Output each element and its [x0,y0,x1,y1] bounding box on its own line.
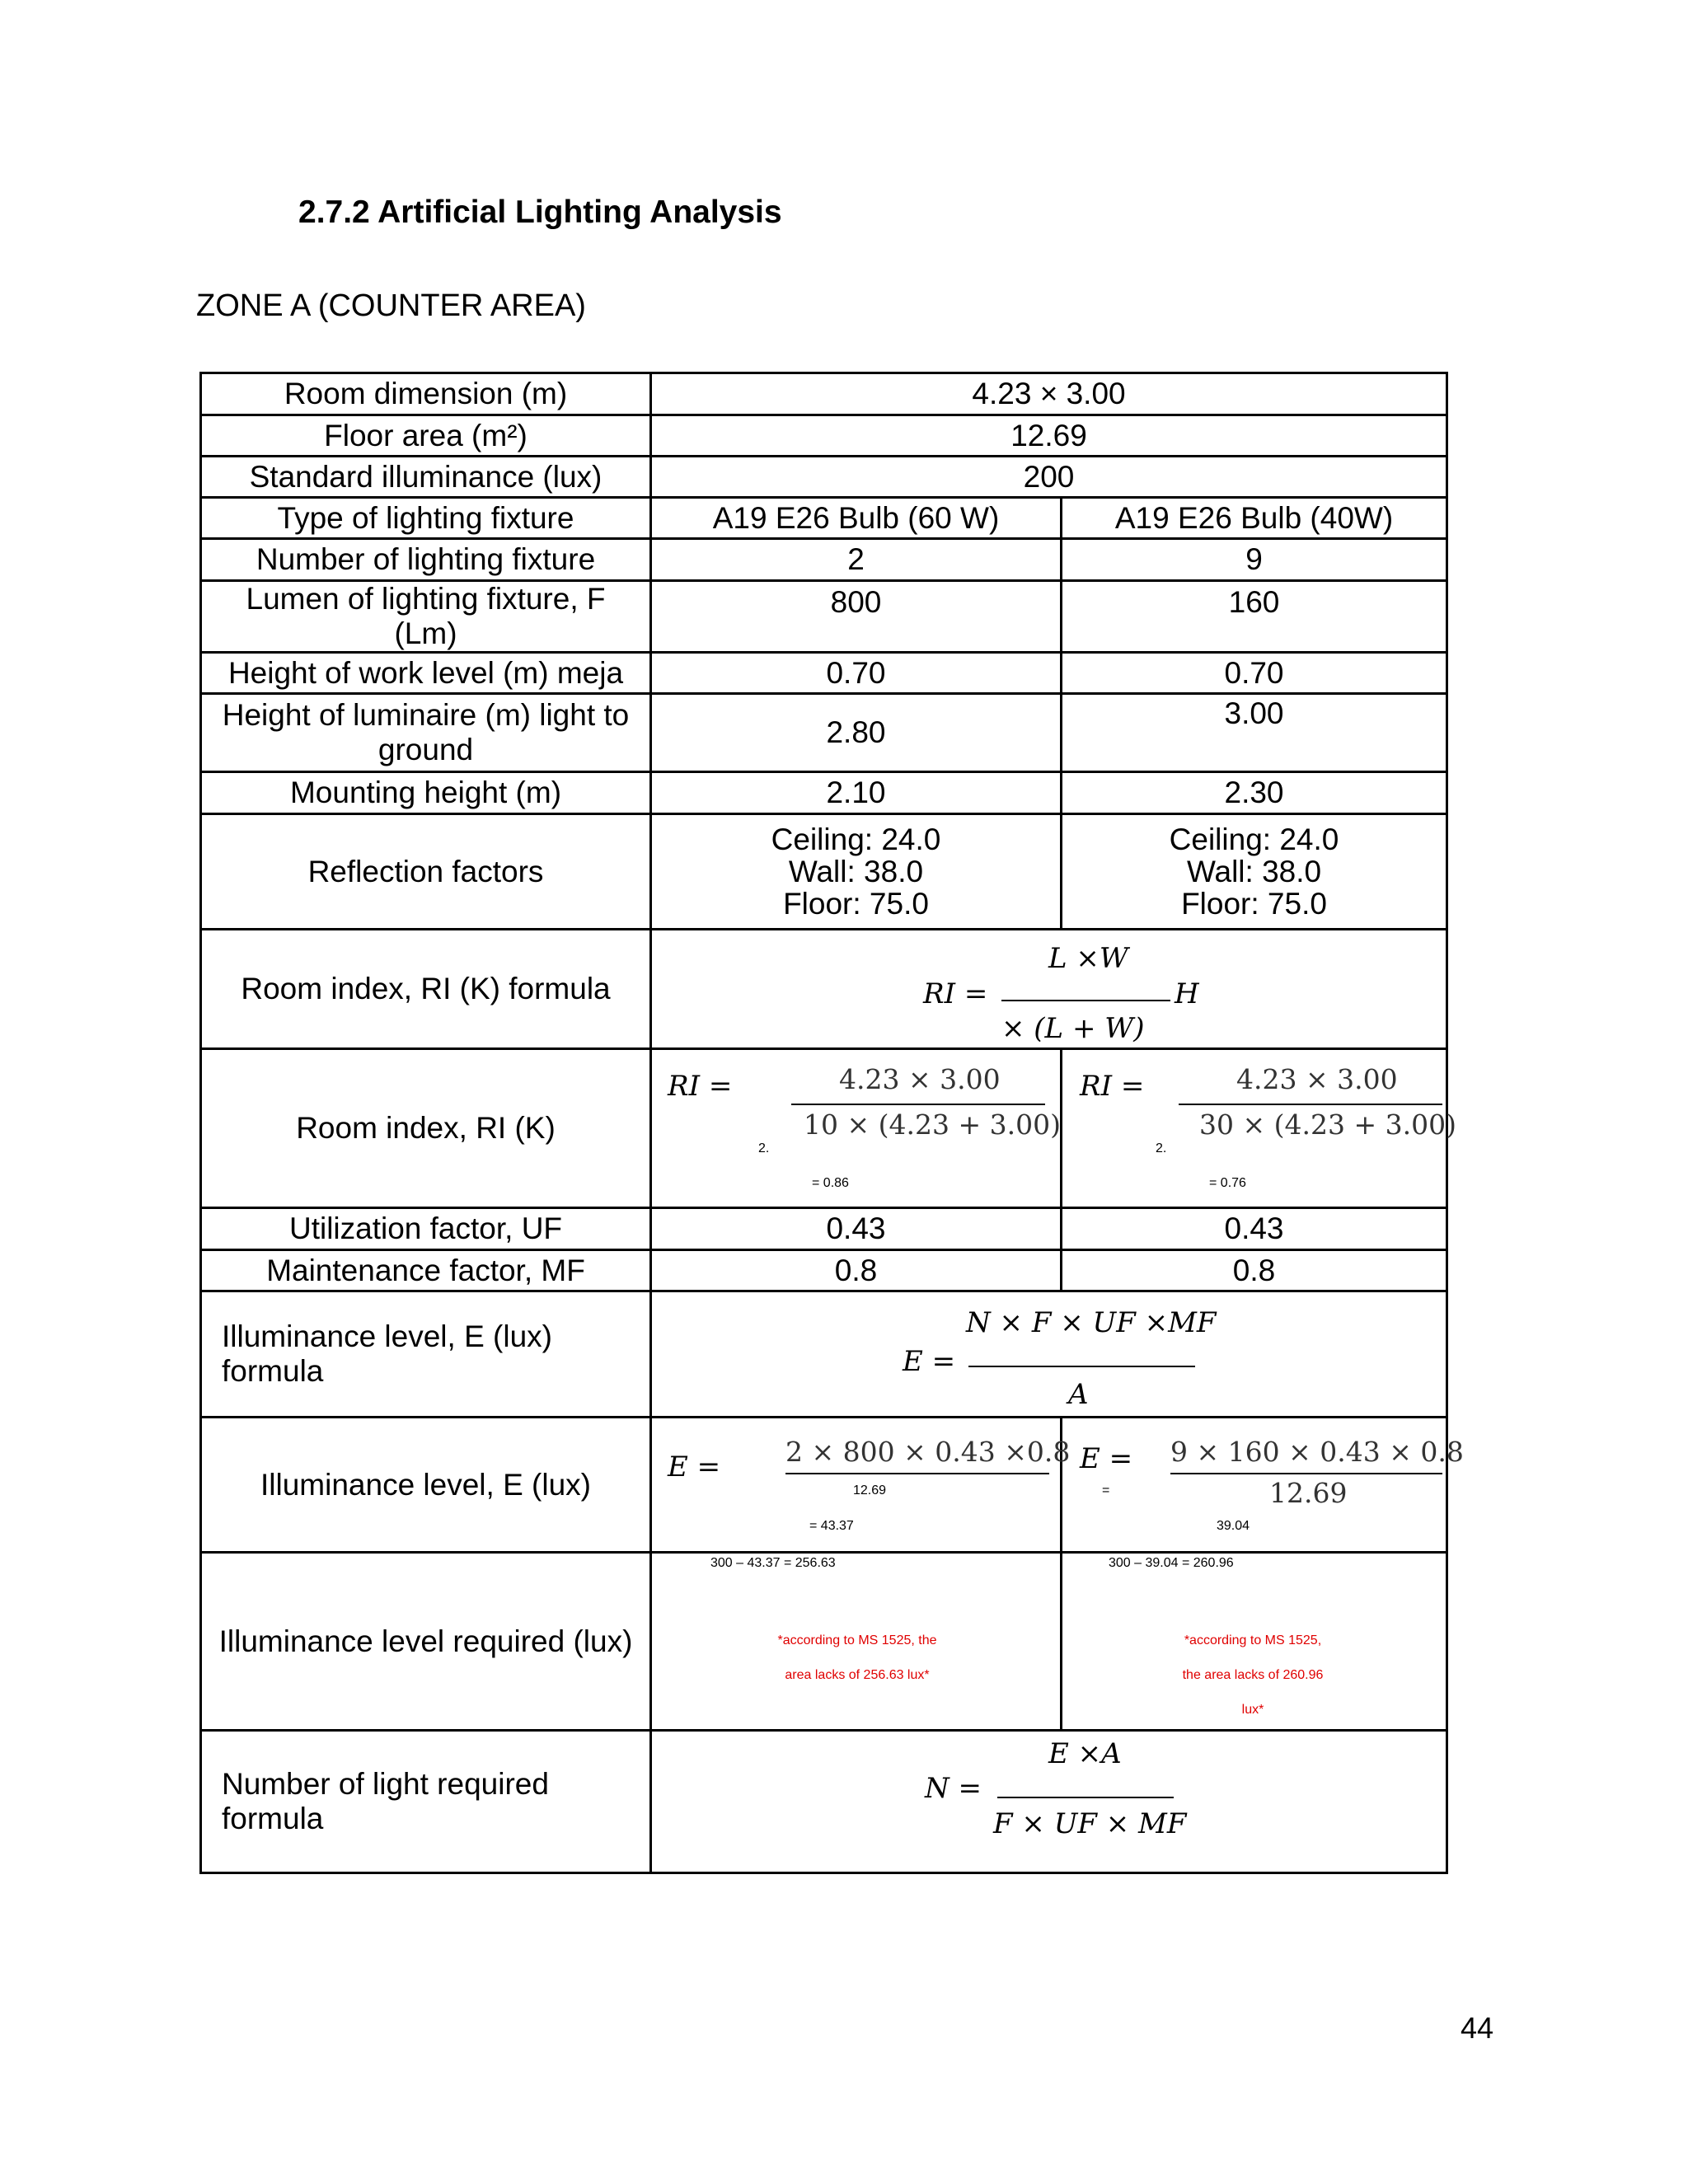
row-reflection [201,814,1447,930]
e-label: Illuminance level, E (lux) [201,1418,651,1553]
ri-b-numerator: 4.23 × 3.00 [1236,1063,1398,1095]
reflection-label: Reflection factors [201,814,651,930]
row-uf [201,1208,1447,1250]
mf-label: Maintenance factor, MF [201,1250,651,1291]
fixture-count-label: Number of lighting fixture [201,539,651,581]
row-fixture-type [201,498,1447,539]
e-b-eq: = [1102,1483,1110,1497]
row-mf [201,1250,1447,1291]
floor-area-value: 12.69 [651,415,1447,457]
e-a-numerator: 2 × 800 × 0.43 ×0.8 [785,1436,1071,1468]
reflection-a-wall: Wall: 38.0 [788,855,924,888]
n-formula-numerator: E ×A [1048,1737,1122,1770]
ri-formula-label: Room index, RI (K) formula [201,930,651,1049]
row-n-formula [201,1731,1447,1873]
fixture-type-a: A19 E26 Bulb (60 W) [651,498,1062,539]
row-luminaire-height [201,694,1447,772]
e-required-label: Illuminance level required (lux) [201,1553,651,1731]
e-a-lhs: E = [668,1451,721,1483]
lumen-label-line2: (Lm) [394,616,457,650]
ri-b-lhs: RI = [1080,1070,1145,1103]
reflection-b-wall: Wall: 38.0 [1186,855,1322,888]
row-floor-area [201,415,1447,457]
e-required-a-calc: 300 – 43.37 = 256.63 [710,1556,836,1570]
luminaire-height-label-line2: ground [377,733,474,766]
e-formula-label-line2: formula [222,1354,324,1388]
ri-b-result: = 0.76 [1209,1176,1246,1190]
row-fixture-count [201,539,1447,581]
e-b-fraction-bar [1170,1473,1442,1474]
uf-b: 0.43 [1062,1208,1447,1250]
ri-formula-fraction-bar [1001,1000,1170,1001]
standard-illuminance-value: 200 [651,457,1447,498]
fixture-type-b: A19 E26 Bulb (40W) [1062,498,1447,539]
e-b-numerator: 9 × 160 × 0.43 × 0.8 [1170,1436,1464,1468]
e-required-b-calc: 300 – 39.04 = 260.96 [1109,1556,1234,1570]
ri-a-numerator: 4.23 × 3.00 [839,1063,1001,1095]
row-mounting-height [201,772,1447,814]
mounting-height-b: 2.30 [1062,772,1447,814]
work-level-b: 0.70 [1062,653,1447,694]
ri-b-fraction-bar [1179,1104,1442,1105]
row-work-level [201,653,1447,694]
mounting-height-a: 2.10 [651,772,1062,814]
e-a-result: = 43.37 [809,1519,854,1533]
row-room-dimension [201,373,1447,415]
fixture-count-a: 2 [651,539,1062,581]
mf-b: 0.8 [1062,1250,1447,1291]
e-formula-label-line1: Illuminance level, E (lux) [222,1319,552,1353]
e-b-denominator: 12.69 [1269,1477,1348,1509]
n-formula-lhs: N = [925,1772,982,1805]
e-formula-lhs: E = [903,1345,956,1378]
e-required-a-note-line1: *according to MS 1525, the [777,1633,937,1647]
zone-title: ZONE A (COUNTER AREA) [196,288,586,323]
e-formula-fraction-bar [968,1366,1195,1367]
reflection-a-ceiling: Ceiling: 24.0 [771,823,941,856]
reflection-b-ceiling: Ceiling: 24.0 [1169,823,1339,856]
reflection-a-floor: Floor: 75.0 [783,887,929,921]
work-level-a: 0.70 [651,653,1062,694]
lumen-label [201,581,651,653]
e-required-a-note-line2: area lacks of 256.63 lux* [785,1668,930,1682]
n-formula-label-line2: formula [222,1802,324,1835]
luminaire-height-a: 2.80 [651,694,1062,772]
e-a-fraction-bar [785,1473,1049,1474]
n-formula-denominator: F × UF × MF [993,1807,1187,1840]
e-b-lhs: E = [1080,1442,1133,1475]
e-required-a-note [646,1624,1068,1693]
ri-formula-denominator: × (L + W) [1001,1012,1145,1045]
row-standard-illuminance [201,457,1447,498]
mounting-height-label: Mounting height (m) [201,772,651,814]
n-formula-fraction-bar [997,1797,1174,1798]
lumen-label-line1: Lumen of lighting fixture, F [246,582,606,616]
ri-a-stray: 2. [758,1141,770,1155]
e-a-denominator: 12.69 [853,1483,887,1497]
luminaire-height-b: 3.00 [1062,694,1447,772]
page-number: 44 [1461,2011,1494,2045]
uf-label: Utilization factor, UF [201,1208,651,1250]
ri-b-denominator: 30 × (4.23 + 3.00) [1199,1108,1456,1141]
e-required-b-note [1063,1624,1442,1727]
reflection-b [1062,814,1447,930]
luminaire-height-label-line1: Height of luminaire (m) light to [222,698,630,732]
fixture-type-label: Type of lighting fixture [201,498,651,539]
lumen-a: 800 [651,581,1062,653]
ri-formula-tail: H [1175,977,1199,1010]
fixture-count-b: 9 [1062,539,1447,581]
room-dimension-label: Room dimension (m) [201,373,651,415]
lumen-b: 160 [1062,581,1447,653]
reflection-b-floor: Floor: 75.0 [1181,887,1327,921]
ri-a-lhs: RI = [668,1070,733,1103]
floor-area-label: Floor area (m²) [201,415,651,457]
row-e-formula [201,1291,1447,1418]
room-dimension-value: 4.23 × 3.00 [651,373,1447,415]
ri-a-result: = 0.86 [812,1176,849,1190]
ri-a-fraction-bar [791,1104,1045,1105]
n-formula-label [201,1731,651,1873]
n-formula-label-line1: Number of light required [222,1767,549,1801]
ri-formula-num: L ×W [1048,942,1128,975]
row-ri-formula [201,930,1447,1049]
e-formula-label [201,1291,651,1418]
work-level-label: Height of work level (m) meja [201,653,651,694]
ri-formula-lhs: RI = [923,977,988,1010]
ri-label: Room index, RI (K) [201,1049,651,1208]
ri-b-stray: 2. [1156,1141,1167,1155]
row-lumen [201,581,1447,653]
e-b-result: 39.04 [1217,1519,1250,1533]
e-formula-numerator: N × F × UF ×MF [966,1306,1217,1339]
e-required-b-note-line1: *according to MS 1525, [1184,1633,1322,1647]
mf-a: 0.8 [651,1250,1062,1291]
ri-a-denominator: 10 × (4.23 + 3.00) [804,1108,1061,1141]
uf-a: 0.43 [651,1208,1062,1250]
e-formula-denominator: A [1068,1378,1089,1411]
reflection-a [651,814,1062,930]
luminaire-height-label [201,694,651,772]
standard-illuminance-label: Standard illuminance (lux) [201,457,651,498]
e-required-b-note-line3: lux* [1241,1703,1264,1717]
e-required-b-note-line2: the area lacks of 260.96 [1182,1668,1324,1682]
section-heading: 2.7.2 Artificial Lighting Analysis [298,194,782,230]
